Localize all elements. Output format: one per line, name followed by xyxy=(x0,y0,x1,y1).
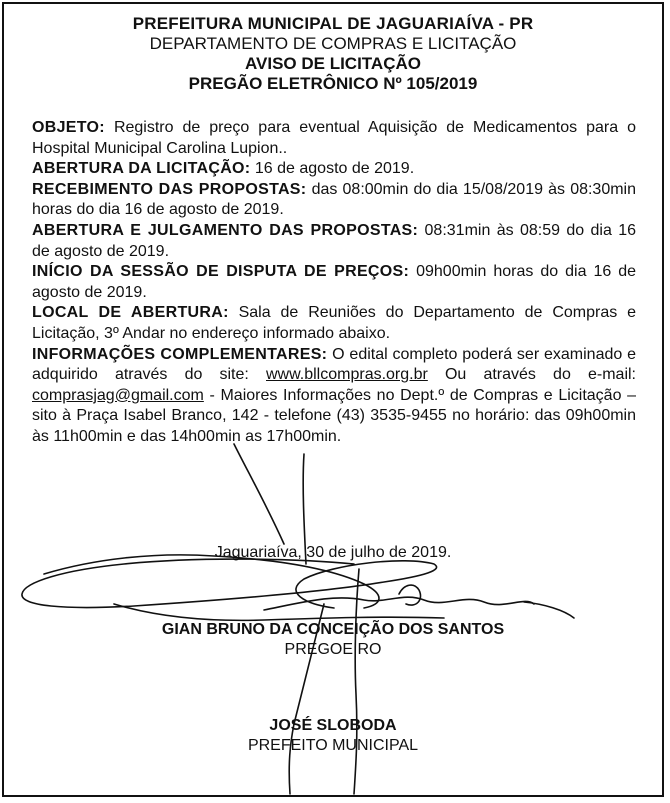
disputa-label: INÍCIO DA SESSÃO DE DISPUTA DE PREÇOS: xyxy=(32,263,410,281)
julgamento-label: ABERTURA E JULGAMENTO DAS PROPOSTAS: xyxy=(32,221,419,239)
signature-tail xyxy=(524,602,574,618)
site-link[interactable]: www.bllcompras.org.br xyxy=(266,366,428,384)
info-text-1: O edital completo poderá ser examinado e adquirido através do site: xyxy=(32,345,636,384)
disputa-text: 09h00min horas do dia 16 de agosto de 2019. xyxy=(32,263,637,301)
abertura-paragraph xyxy=(32,159,636,180)
header-auction-number: PREGÃO ELETRÔNICO Nº 105/2019 xyxy=(188,74,478,93)
local-label: LOCAL DE ABERTURA: xyxy=(32,304,229,322)
recebimento-text: das 08:00min do dia 15/08/2019 às 08:30min horas do dia 16 de agosto de 2019. xyxy=(32,180,637,219)
signature-vertical-stroke-1 xyxy=(354,569,359,794)
date-line: Jaguariaíva, 30 de julho de 2019. xyxy=(214,544,452,561)
signature-flourish-right xyxy=(264,597,534,610)
email-link[interactable]: comprasjag@gmail.com xyxy=(32,386,204,404)
disputa-paragraph xyxy=(32,262,636,303)
julgamento-paragraph xyxy=(32,221,636,262)
header-municipality: PREFEITURA MUNICIPAL DE JAGUARIAÍVA - PR xyxy=(132,14,534,33)
notice-body xyxy=(32,118,636,448)
signature-name: JOSÉ SLOBODA xyxy=(269,717,397,734)
signature-role: PREGOEIRO xyxy=(284,641,382,658)
signature-role: PREFEITO MUNICIPAL xyxy=(247,737,419,754)
local-text: Sala de Reuniões do Departamento de Compras e Licitação, 3º Andar no endereço informado abaixo. xyxy=(32,304,636,342)
objeto-text: Registro de preço para eventual Aquisição de Medicamentos para o Hospital Municipal Carolina Lupion.. xyxy=(32,119,636,157)
info-paragraph xyxy=(32,345,636,448)
info-label: INFORMAÇÕES COMPLEMENTARES: xyxy=(32,345,328,363)
signature-loop-large xyxy=(22,559,437,608)
abertura-label: ABERTURA DA LICITAÇÃO: xyxy=(32,160,251,178)
objeto-paragraph xyxy=(32,118,636,159)
signature-block-prefeito xyxy=(4,716,662,756)
abertura-text: 16 de agosto de 2019. xyxy=(254,160,415,178)
signature-hook xyxy=(399,585,421,605)
signature-block-pregoeiro xyxy=(4,620,662,660)
notice-page xyxy=(2,2,664,797)
recebimento-label: RECEBIMENTO DAS PROPOSTAS: xyxy=(32,180,307,198)
signature-scribble-upper xyxy=(44,555,379,608)
notice-header xyxy=(4,4,662,94)
local-paragraph xyxy=(32,303,636,344)
recebimento-paragraph xyxy=(32,180,636,221)
header-department: DEPARTAMENTO DE COMPRAS E LICITAÇÃO xyxy=(149,34,517,53)
info-text-2: Ou através do e-mail: xyxy=(444,366,636,384)
julgamento-text: 08:31min às 08:59 do dia 16 de agosto de 2019. xyxy=(32,221,637,260)
header-notice-type: AVISO DE LICITAÇÃO xyxy=(245,54,421,73)
signature-crossing-stroke xyxy=(114,604,444,620)
signature-name: GIAN BRUNO DA CONCEIÇÃO DOS SANTOS xyxy=(161,621,505,638)
signature-diagonal-stroke xyxy=(234,444,284,544)
objeto-label: OBJETO: xyxy=(32,119,105,136)
info-text-3: - Maiores Informações no Dept.º de Compras e Licitação – sito à Praça Isabel Branco, 142 - telefone (43) 3535-9455 no horário: das 09h00min às 11h00min e das 14h00min as 17h00min. xyxy=(32,386,636,445)
